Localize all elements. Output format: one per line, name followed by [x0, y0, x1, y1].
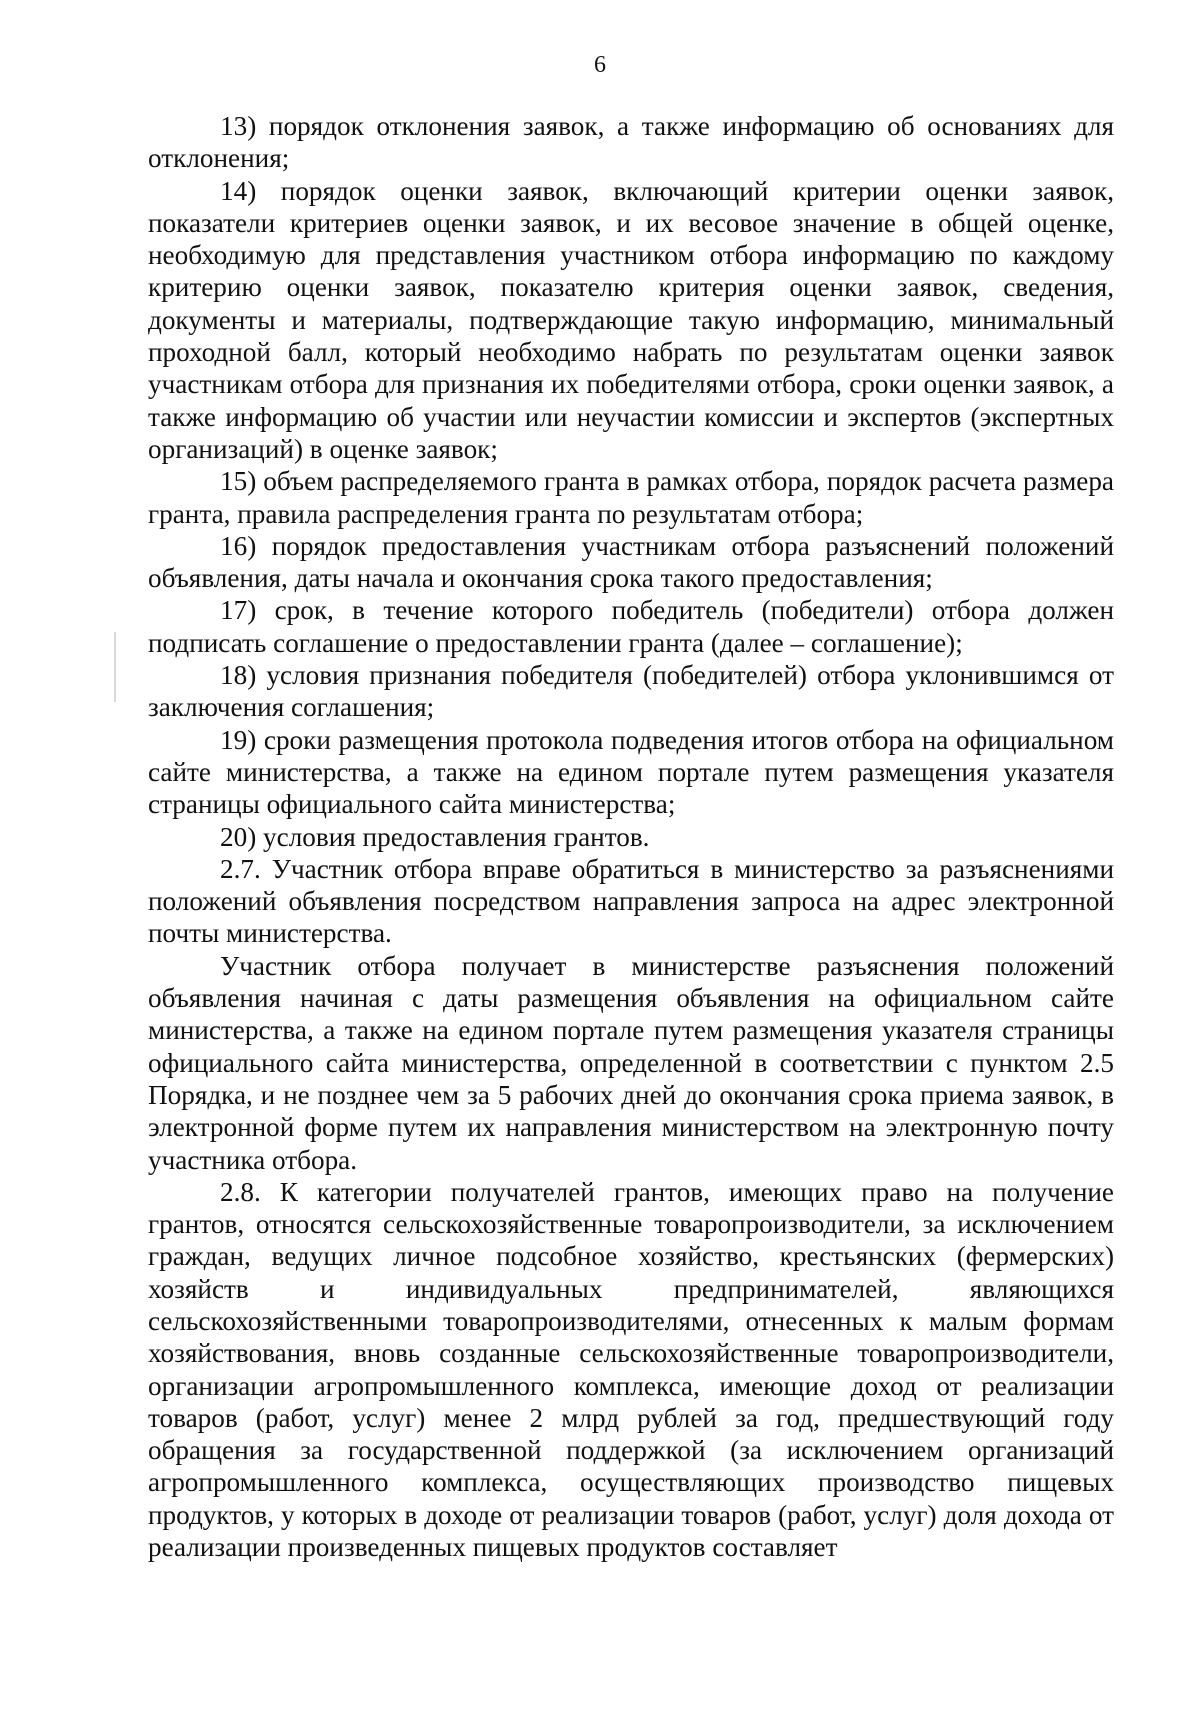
- paragraph-item-13: 13) порядок отклонения заявок, а также информацию об основаниях для отклонения;: [148, 111, 1114, 174]
- paragraph-section-2-8: 2.8. К категории получателей грантов, имеющих право на получение грантов, относятся сельскохозяйственные товаропроизводители, за исключением граждан, ведущих личное подсобное хозяйство, крестьянских (фермерских) хозяйств и индивидуальных предпринимателей, являющихся сельскохозяйственными товаропроизводителями, отнесенных к малым формам хозяйствования, вновь созданные сельскохозяйственные товаропроизводители, организации агропромышленного комплекса, имеющие доход от реализации товаров (работ, услуг) менее 2 млрд рублей за год, предшествующий году обращения за государственной поддержкой (за исключением организаций агропромышленного комплекса, осуществляющих производство пищевых продуктов, у которых в доходе от реализации товаров (работ, услуг) доля дохода от реализации произведенных пищевых продуктов составляет: [148, 1176, 1114, 1563]
- page-number: 6: [594, 52, 606, 78]
- paragraph-item-15: 15) объем распределяемого гранта в рамках отбора, порядок расчета размера гранта, правила распределения гранта по результатам отбора;: [148, 466, 1114, 529]
- paragraph-item-17: 17) срок, в течение которого победитель (победители) отбора должен подписать соглашение о предоставлении гранта (далее – соглашение);: [148, 595, 1114, 658]
- paragraph-section-2-7: 2.7. Участник отбора вправе обратиться в министерство за разъяснениями положений объявления посредством направления запроса на адрес электронной почты министерства.: [148, 853, 1114, 949]
- paragraph-item-14: 14) порядок оценки заявок, включающий критерии оценки заявок, показатели критериев оценки заявок, и их весовое значение в общей оценке, необходимую для представления участником отбора информацию по каждому критерию оценки заявок, показателю критерия оценки заявок, сведения, документы и материалы, подтверждающие такую информацию, минимальный проходной балл, который необходимо набрать по результатам оценки заявок участникам отбора для признания их победителями отбора, сроки оценки заявок, а также информацию об участии или неучастии комиссии и экспертов (экспертных организаций) в оценке заявок;: [148, 175, 1114, 464]
- paragraph-item-19: 19) сроки размещения протокола подведения итогов отбора на официальном сайте министерства, а также на едином портале путем размещения указателя страницы официального сайта министерства;: [148, 724, 1114, 820]
- paragraph-item-18: 18) условия признания победителя (победителей) отбора уклонившимся от заключения соглашения;: [148, 660, 1114, 723]
- paragraph-item-20: 20) условия предоставления грантов.: [220, 821, 650, 852]
- scan-artifact: [114, 632, 116, 702]
- paragraph-clarification-procedure: Участник отбора получает в министерстве разъяснения положений объявления начиная с даты размещения объявления на официальном сайте министерства, а также на едином портале путем размещения указателя страницы официального сайта министерства, определенной в соответствии с пунктом 2.5 Порядка, и не позднее чем за 5 рабочих дней до окончания срока приема заявок, в электронной форме путем их направления министерством на электронную почту участника отбора.: [148, 950, 1114, 1175]
- document-body: [148, 110, 1114, 1563]
- paragraph-item-16: 16) порядок предоставления участникам отбора разъяснений положений объявления, даты начала и окончания срока такого предоставления;: [148, 530, 1114, 594]
